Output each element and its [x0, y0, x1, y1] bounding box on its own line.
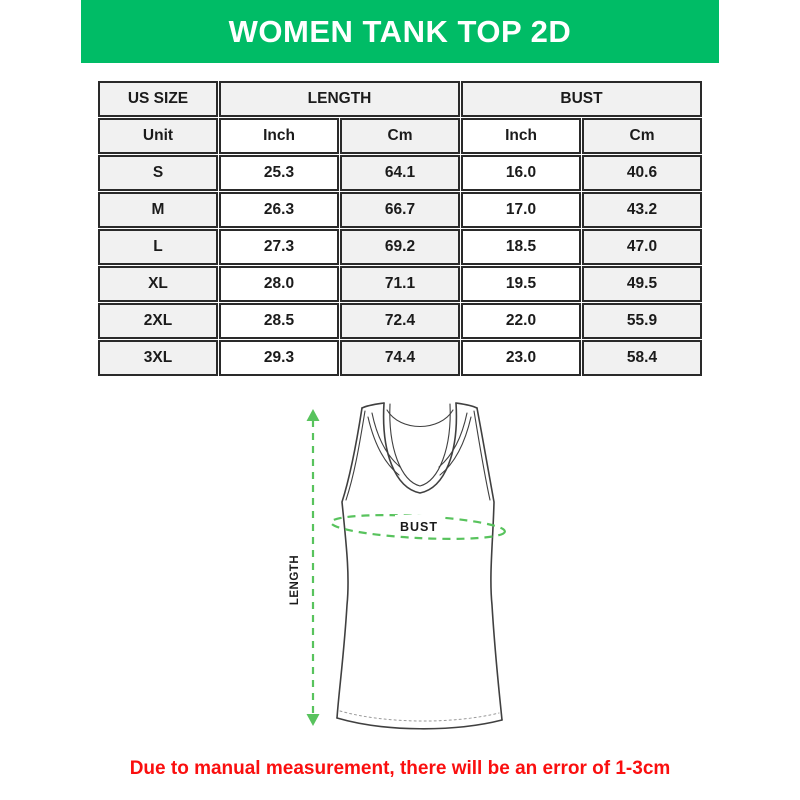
bust-inch-cell: 19.5 [461, 266, 581, 302]
bust-cm-cell: 47.0 [582, 229, 702, 265]
table-row [98, 229, 702, 265]
table-row [98, 155, 702, 191]
size-cell: L [98, 229, 218, 265]
length-inch-cell: 25.3 [219, 155, 339, 191]
length-inch-cell: 28.5 [219, 303, 339, 339]
bust-inch-cell: 22.0 [461, 303, 581, 339]
size-cell: S [98, 155, 218, 191]
bust-inch-cell: 17.0 [461, 192, 581, 228]
size-cell: M [98, 192, 218, 228]
measurement-error-note: Due to manual measurement, there will be an error of 1-3cm [129, 758, 671, 779]
bust-label: BUST [399, 520, 439, 534]
length-inch-cell: 26.3 [219, 192, 339, 228]
length-cm-cell: 66.7 [340, 192, 460, 228]
size-table [97, 80, 703, 377]
page-title: WOMEN TANK TOP 2D [228, 13, 572, 49]
table-row [98, 266, 702, 302]
length-inch-cell: 29.3 [219, 340, 339, 376]
length-measure-line [307, 409, 320, 726]
length-cm-label: Cm [340, 118, 460, 154]
size-cell: 2XL [98, 303, 218, 339]
table-row [98, 192, 702, 228]
col-header-us-size: US SIZE [98, 81, 218, 117]
col-header-length: LENGTH [219, 81, 460, 117]
bust-cm-cell: 49.5 [582, 266, 702, 302]
col-header-bust: BUST [461, 81, 702, 117]
length-cm-cell: 72.4 [340, 303, 460, 339]
tank-top-diagram [280, 393, 520, 755]
table-row [98, 303, 702, 339]
length-cm-cell: 71.1 [340, 266, 460, 302]
bust-cm-label: Cm [582, 118, 702, 154]
length-cm-cell: 69.2 [340, 229, 460, 265]
arrow-up-icon [307, 409, 320, 421]
bust-cm-cell: 58.4 [582, 340, 702, 376]
bust-inch-cell: 23.0 [461, 340, 581, 376]
length-inch-cell: 28.0 [219, 266, 339, 302]
bust-inch-cell: 18.5 [461, 229, 581, 265]
size-cell: XL [98, 266, 218, 302]
length-cm-cell: 64.1 [340, 155, 460, 191]
bust-cm-cell: 40.6 [582, 155, 702, 191]
unit-label: Unit [98, 118, 218, 154]
bust-inch-cell: 16.0 [461, 155, 581, 191]
length-label: LENGTH [289, 554, 301, 606]
table-unit-row [98, 118, 702, 154]
length-inch-cell: 27.3 [219, 229, 339, 265]
length-cm-cell: 74.4 [340, 340, 460, 376]
tank-top-outline [337, 403, 502, 729]
bust-cm-cell: 43.2 [582, 192, 702, 228]
length-inch-label: Inch [219, 118, 339, 154]
size-cell: 3XL [98, 340, 218, 376]
arrow-down-icon [307, 714, 320, 726]
bust-inch-label: Inch [461, 118, 581, 154]
title-banner [81, 0, 719, 63]
table-header-row [98, 81, 702, 117]
bust-cm-cell: 55.9 [582, 303, 702, 339]
table-row [98, 340, 702, 376]
